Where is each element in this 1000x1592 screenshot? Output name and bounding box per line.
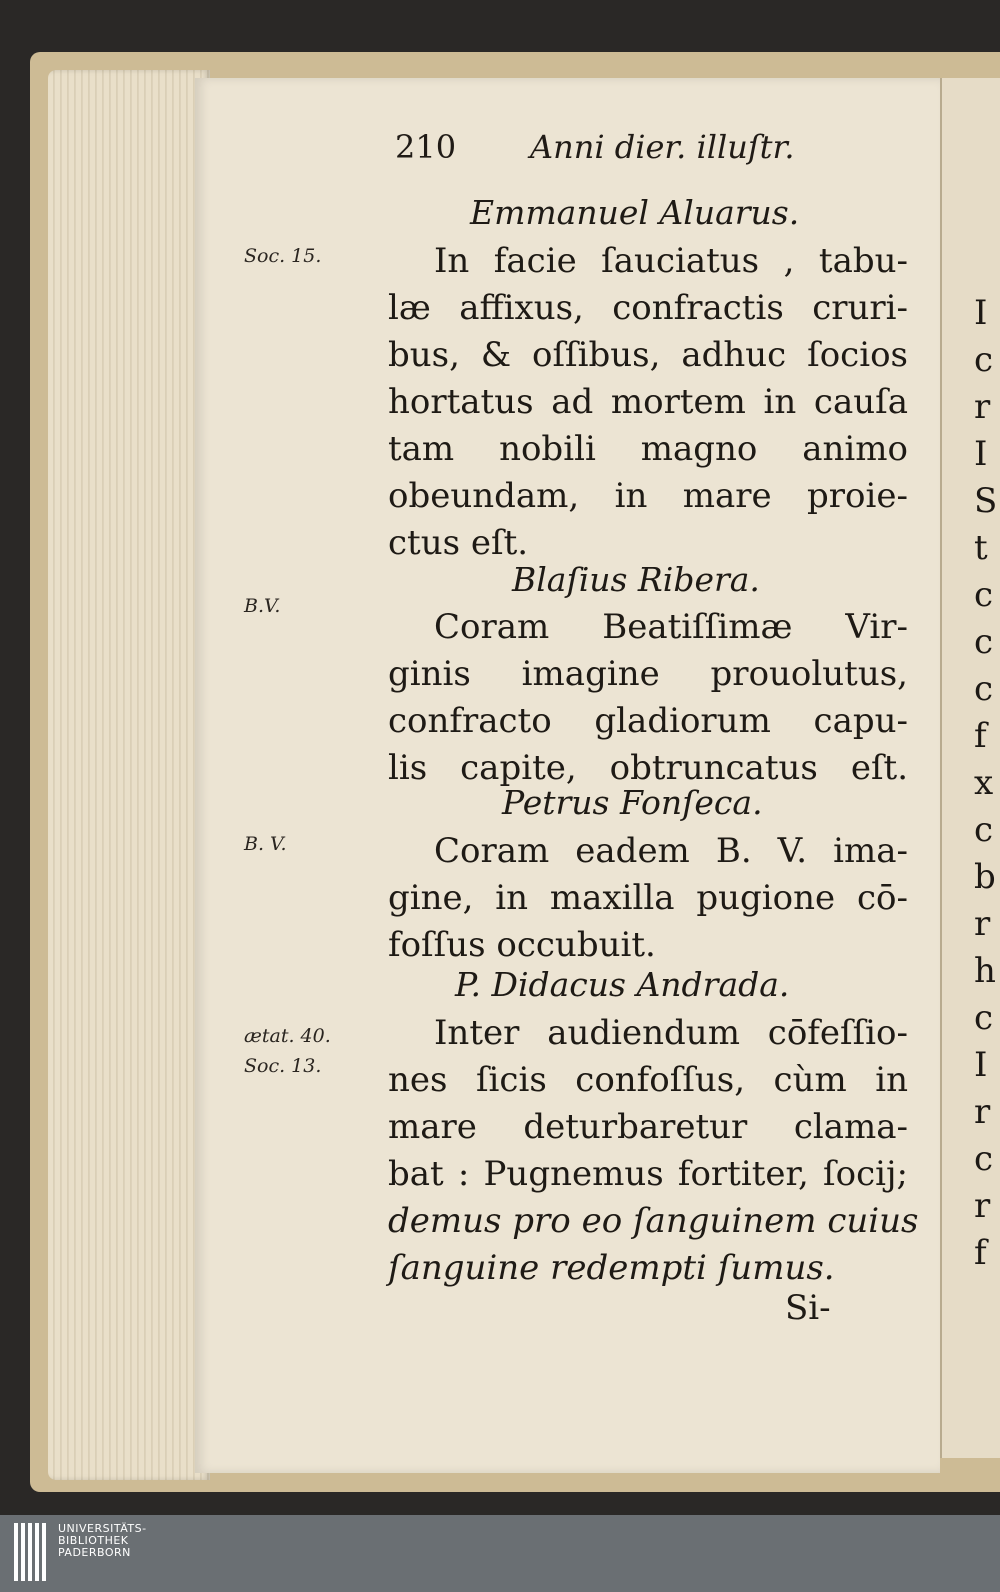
right-page-char: f: [974, 1233, 987, 1273]
right-page-char: S: [974, 481, 998, 521]
right-page-char: c: [974, 1139, 994, 1179]
text-line: tam nobili magno animo: [388, 429, 908, 469]
text-line: ginis imagine prouolutus,: [388, 654, 908, 694]
right-page-char: b: [974, 857, 996, 897]
right-page-char: c: [974, 575, 994, 615]
library-footer: [0, 1515, 1000, 1592]
entry-text: [388, 1010, 919, 1292]
running-title: Anni dier. illuſtr.: [530, 128, 795, 166]
text-line: bus, & oſſibus, adhuc ſocios: [388, 335, 908, 375]
text-line: Inter audiendum cōfeſſio-: [434, 1013, 908, 1053]
right-page-char: x: [974, 763, 994, 803]
text-line: hortatus ad mortem in cauſa: [388, 382, 908, 422]
right-page-char: c: [974, 810, 994, 850]
library-logo-icon: [14, 1523, 46, 1581]
text-line: obeundam, in mare proie-: [388, 476, 908, 516]
right-page-char: c: [974, 669, 994, 709]
page-number: 210: [395, 128, 457, 166]
right-page-char: c: [974, 998, 994, 1038]
entry-text: [388, 238, 908, 567]
text-line: nes ſicis confoſſus, cùm in: [388, 1060, 908, 1100]
text-line: mare deturbaretur clama-: [388, 1107, 908, 1147]
right-page-char: I: [974, 1045, 988, 1085]
entry-text: [388, 604, 908, 792]
text-line: In facie ſauciatus , tabu-: [434, 241, 908, 281]
text-line: demus pro eo ſanguinem cuius: [388, 1201, 919, 1241]
martyr-name: Petrus Fonſeca.: [502, 783, 763, 822]
margin-note: Soc. 15.: [244, 245, 322, 267]
right-page-char: I: [974, 293, 988, 333]
catchword: Si-: [785, 1288, 831, 1328]
right-page-char: I: [974, 434, 988, 474]
right-page-char: c: [974, 622, 994, 662]
page-edges: [48, 70, 210, 1480]
right-page-char: t: [974, 528, 988, 568]
right-page-char: r: [974, 904, 991, 944]
martyr-name: P. Didacus Andrada.: [455, 965, 790, 1004]
text-line: confracto gladiorum capu-: [388, 701, 908, 741]
text-line: læ affixus, confractis cruri-: [388, 288, 908, 328]
text-line: bat : Pugnemus fortiter, ſocij;: [388, 1154, 908, 1194]
library-logo-text: UNIVERSITÄTS- BIBLIOTHEK PADERBORN: [58, 1522, 147, 1559]
text-line: ſanguine redempti ſumus.: [388, 1248, 835, 1288]
right-page-char: c: [974, 340, 994, 380]
right-page-char: h: [974, 951, 996, 991]
martyr-name: Emmanuel Aluarus.: [470, 193, 800, 232]
text-line: Coram eadem B. V. ima-: [434, 831, 908, 871]
martyr-name: Blaſius Ribera.: [512, 560, 760, 599]
page-header: [395, 128, 875, 170]
margin-note: Soc. 13.: [244, 1055, 322, 1077]
entry-text: [388, 828, 908, 969]
margin-note: ætat. 40.: [244, 1025, 331, 1047]
text-line: ctus eſt.: [388, 523, 529, 563]
right-page-char: r: [974, 1186, 991, 1226]
right-page-char: r: [974, 1092, 991, 1132]
text-line: Coram Beatiſſimæ Vir-: [434, 607, 908, 647]
right-page-char: f: [974, 716, 987, 756]
text-line: foſſus occubuit.: [388, 925, 656, 965]
margin-note: B.V.: [244, 595, 281, 617]
margin-note: B. V.: [244, 833, 287, 855]
text-line: lis capite, obtruncatus eſt.: [388, 748, 908, 788]
right-page-edge: [940, 78, 1000, 1458]
text-line: gine, in maxilla pugione cō-: [388, 878, 908, 918]
right-page-char: r: [974, 387, 991, 427]
